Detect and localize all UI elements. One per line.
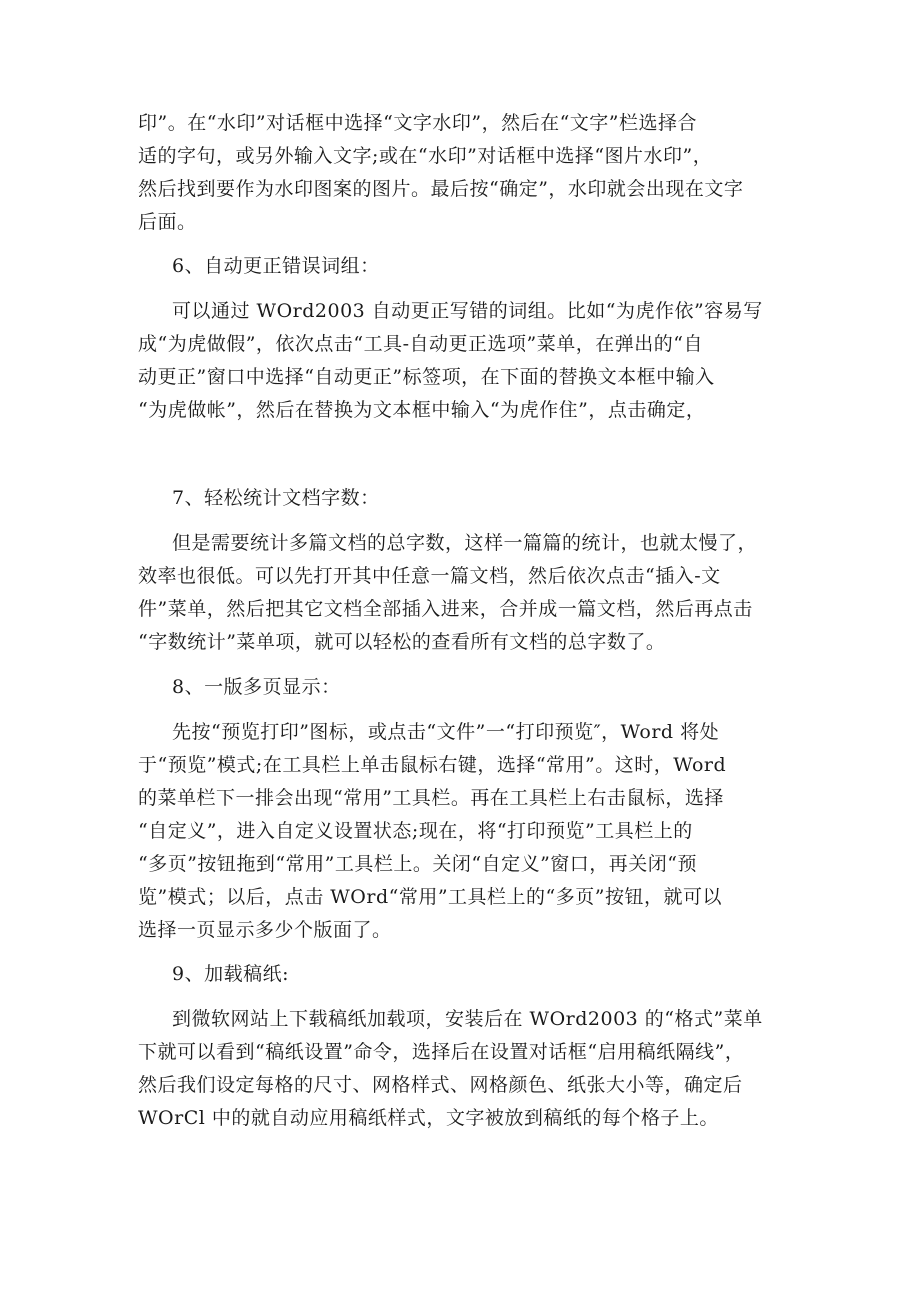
text-line: 效率也很低。可以先打开其中任意一篇文档，然后依次点击“插入-文 <box>138 565 721 587</box>
text-line: 于“预览”模式;在工具栏上单击鼠标右键，选择“常用”。这时，Word <box>138 754 727 776</box>
section-heading-6 <box>138 250 786 283</box>
text-line: 后面。 <box>138 211 197 233</box>
text-line: 选择一页显示多少个版面了。 <box>138 919 392 941</box>
section-heading-8 <box>138 671 786 704</box>
text-line: 然后我们设定每格的尺寸、网格样式、网格颜色、纸张大小等，确定后 <box>138 1074 743 1096</box>
text-line: “多页”按钮拖到“常用”工具栏上。关闭“自定义”窗口，再关闭“预 <box>138 853 697 875</box>
section-heading-9 <box>138 958 786 991</box>
text-line: 印”。在“水印”对话框中选择“文字水印”，然后在“文字”栏选择合 <box>138 112 697 134</box>
text-line: 览”模式；以后，点击 WOrd“常用”工具栏上的“多页”按钮，就可以 <box>138 886 722 908</box>
paragraph-manuscript-paper <box>138 1003 786 1135</box>
text-line: 动更正”窗口中选择“自动更正”标签项，在下面的替换文本框中输入 <box>138 366 715 388</box>
text-line: 下就可以看到“稿纸设置”命令，选择后在设置对话框“启用稿纸隔线”， <box>138 1041 745 1063</box>
text-line: 先按“预览打印”图标，或点击“文件”一“打印预览″，Word 将处 <box>172 721 720 743</box>
paragraph-multipage-view <box>138 716 786 947</box>
text-line: “字数统计”菜单项，就可以轻松的查看所有文档的总字数了。 <box>138 631 666 653</box>
section-heading-7 <box>138 482 786 515</box>
text-line: 到微软网站上下载稿纸加载项，安装后在 WOrd2003 的“格式”菜单 <box>172 1008 763 1030</box>
paragraph-autocorrect <box>138 295 786 427</box>
text-line: 的菜单栏下一排会出现“常用”工具栏。再在工具栏上右击鼠标，选择 <box>138 787 724 809</box>
text-line: “为虎做帐”，然后在替换为文本框中输入“为虎作住”，点击确定， <box>138 399 706 421</box>
paragraph-watermark-continued <box>138 107 786 239</box>
text-line: WOrCl 中的就自动应用稿纸样式，文字被放到稿纸的每个格子上。 <box>138 1107 719 1129</box>
text-line: 成“为虎做假”，依次点击“工具-自动更正选项”菜单，在弹出的“自 <box>138 333 703 355</box>
paragraph-word-count <box>138 527 786 659</box>
text-line: 件”菜单，然后把其它文档全部插入进来，合并成一篇文档，然后再点击 <box>138 598 753 620</box>
text-line: “自定义”，进入自定义设置状态;现在，将“打印预览”工具栏上的 <box>138 820 693 842</box>
text-line: 但是需要统计多篇文档的总字数，这样一篇篇的统计，也就太慢了， <box>172 532 758 554</box>
text-line: 可以通过 WOrd2003 自动更正写错的词组。比如“为虎作依”容易写 <box>172 300 763 322</box>
heading-text: 6、自动更正错误词组： <box>172 255 380 277</box>
text-line: 然后找到要作为水印图案的图片。最后按“确定”，水印就会出现在文字 <box>138 178 744 200</box>
heading-text: 8、一版多页显示： <box>172 676 341 698</box>
heading-text: 7、轻松统计文档字数： <box>172 487 380 509</box>
heading-text: 9、加载稿纸: <box>172 963 289 985</box>
text-line: 适的字句，或另外输入文字;或在“水印”对话框中选择“图片水印”， <box>138 145 713 167</box>
